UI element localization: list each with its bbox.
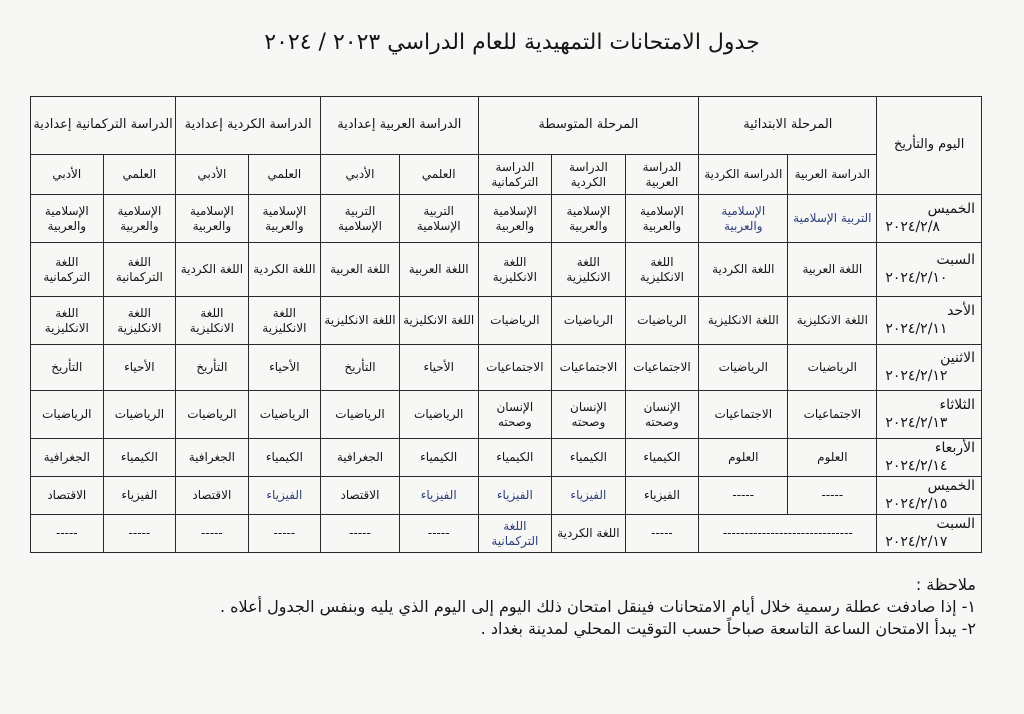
subheader-intermediate-arabic: الدراسة العربية bbox=[625, 155, 699, 195]
exam-subject-cell: الأحياء bbox=[399, 345, 478, 391]
header-primary: المرحلة الابتدائية bbox=[699, 97, 877, 155]
exam-subject-cell: الاجتماعيات bbox=[788, 391, 877, 439]
table-row bbox=[31, 515, 982, 553]
exam-subject-cell: الاقتصاد bbox=[176, 477, 249, 515]
table-row bbox=[31, 243, 982, 297]
subheader-primary-kurdish: الدراسة الكردية bbox=[699, 155, 788, 195]
exam-subject-cell: الاجتماعيات bbox=[478, 345, 552, 391]
day-name: الأحد bbox=[947, 303, 975, 319]
exam-subject-cell: الجغرافية bbox=[31, 439, 104, 477]
exam-subject-cell: الاقتصاد bbox=[321, 477, 400, 515]
exam-subject-cell: التأريخ bbox=[321, 345, 400, 391]
exam-subject-cell: اللغة الكردية bbox=[699, 243, 788, 297]
exam-subject-cell: الأحياء bbox=[248, 345, 321, 391]
exam-subject-cell: اللغة الانكليزية bbox=[321, 297, 400, 345]
exam-subject-cell: الرياضيات bbox=[31, 391, 104, 439]
exam-subject-cell: الإسلامية والعربية bbox=[176, 195, 249, 243]
exam-subject-cell: الكيمياء bbox=[625, 439, 699, 477]
notes-section bbox=[56, 574, 976, 640]
exam-subject-cell: الإسلامية والعربية bbox=[552, 195, 626, 243]
exam-subject-cell: الكيمياء bbox=[552, 439, 626, 477]
exam-subject-cell: اللغة الانكليزية bbox=[103, 297, 176, 345]
day-name: الخميس bbox=[927, 201, 975, 217]
exam-subject-cell: اللغة الانكليزية bbox=[625, 243, 699, 297]
header-day-date: اليوم والتأريخ bbox=[877, 97, 982, 195]
header-turkmen-prep: الدراسة التركمانية إعدادية bbox=[31, 97, 176, 155]
subheader-intermediate-turkmen: الدراسة التركمانية bbox=[478, 155, 552, 195]
exam-subject-cell: اللغة التركمانية bbox=[31, 243, 104, 297]
exam-subject-cell: الإسلامية والعربية bbox=[699, 195, 788, 243]
exam-subject-cell: ----- bbox=[31, 515, 104, 553]
exam-subject-cell: اللغة الانكليزية bbox=[248, 297, 321, 345]
table-row bbox=[31, 439, 982, 477]
exam-subject-cell: اللغة الانكليزية bbox=[699, 297, 788, 345]
exam-subject-cell: الجغرافية bbox=[321, 439, 400, 477]
exam-date: ٢٠٢٤/٢/١٢ bbox=[885, 367, 948, 384]
exam-subject-cell: الرياضيات bbox=[321, 391, 400, 439]
note-item: ٢- يبدأ الامتحان الساعة التاسعة صباحاً حسب التوقيت المحلي لمدينة بغداد . bbox=[480, 619, 976, 638]
exam-subject-cell: الفيزياء bbox=[248, 477, 321, 515]
exam-subject-cell: الرياضيات bbox=[699, 345, 788, 391]
subheader-turkmen-literary: الأدبي bbox=[31, 155, 104, 195]
subheader-intermediate-kurdish: الدراسة الكردية bbox=[552, 155, 626, 195]
exam-subject-cell: اللغة العربية bbox=[321, 243, 400, 297]
exam-subject-cell: الفيزياء bbox=[625, 477, 699, 515]
exam-date: ٢٠٢٤/٢/٨ bbox=[885, 218, 940, 235]
day-name: السبت bbox=[936, 516, 975, 532]
exam-subject-cell: الاجتماعيات bbox=[699, 391, 788, 439]
exam-schedule-table bbox=[30, 96, 982, 553]
day-date-cell bbox=[877, 243, 982, 297]
exam-subject-cell: ----- bbox=[321, 515, 400, 553]
exam-subject-cell: التربية الإسلامية bbox=[788, 195, 877, 243]
exam-date: ٢٠٢٤/٢/١٧ bbox=[885, 533, 948, 550]
exam-subject-cell: اللغة الكردية bbox=[176, 243, 249, 297]
exam-subject-cell: ----- bbox=[103, 515, 176, 553]
exam-subject-cell-merged: ------------------------------ bbox=[699, 515, 877, 553]
exam-subject-cell: اللغة الكردية bbox=[552, 515, 626, 553]
exam-subject-cell: اللغة الانكليزية bbox=[552, 243, 626, 297]
exam-subject-cell: الرياضيات bbox=[103, 391, 176, 439]
exam-subject-cell: الإسلامية والعربية bbox=[103, 195, 176, 243]
exam-subject-cell: العلوم bbox=[788, 439, 877, 477]
subheader-primary-arabic: الدراسة العربية bbox=[788, 155, 877, 195]
subheader-kurdish-literary: الأدبي bbox=[176, 155, 249, 195]
exam-subject-cell: اللغة الانكليزية bbox=[31, 297, 104, 345]
exam-subject-cell: اللغة العربية bbox=[399, 243, 478, 297]
exam-subject-cell: ----- bbox=[625, 515, 699, 553]
exam-subject-cell: اللغة الانكليزية bbox=[788, 297, 877, 345]
exam-subject-cell: الاجتماعيات bbox=[625, 345, 699, 391]
day-date-cell bbox=[877, 439, 982, 477]
exam-subject-cell: الكيمياء bbox=[103, 439, 176, 477]
exam-subject-cell: اللغة التركمانية bbox=[103, 243, 176, 297]
exam-subject-cell: الإسلامية والعربية bbox=[478, 195, 552, 243]
exam-subject-cell: الرياضيات bbox=[478, 297, 552, 345]
table-row bbox=[31, 391, 982, 439]
exam-subject-cell: الإسلامية والعربية bbox=[31, 195, 104, 243]
note-item: ١- إذا صادفت عطلة رسمية خلال أيام الامتحانات فينقل امتحان ذلك اليوم إلى اليوم الذي يليه وبنفس الجدول أعلاه . bbox=[220, 597, 976, 616]
day-date-cell bbox=[877, 391, 982, 439]
day-date-cell bbox=[877, 297, 982, 345]
header-kurdish-prep: الدراسة الكردية إعدادية bbox=[176, 97, 321, 155]
exam-date: ٢٠٢٤/٢/١٣ bbox=[885, 414, 948, 431]
exam-subject-cell: الفيزياء bbox=[399, 477, 478, 515]
exam-subject-cell: ----- bbox=[248, 515, 321, 553]
exam-subject-cell: ----- bbox=[176, 515, 249, 553]
exam-subject-cell: التربية الإسلامية bbox=[321, 195, 400, 243]
page-title: جدول الامتحانات التمهيدية للعام الدراسي ٢٠٢٣ / ٢٠٢٤ bbox=[264, 30, 760, 55]
exam-date: ٢٠٢٤/٢/١٠ bbox=[885, 269, 948, 286]
exam-subject-cell: الإنسان وصحته bbox=[625, 391, 699, 439]
exam-subject-cell: اللغة الانكليزية bbox=[176, 297, 249, 345]
exam-subject-cell: الرياضيات bbox=[248, 391, 321, 439]
exam-date: ٢٠٢٤/٢/١١ bbox=[885, 320, 948, 337]
exam-subject-cell: الرياضيات bbox=[176, 391, 249, 439]
exam-subject-cell: التربية الإسلامية bbox=[399, 195, 478, 243]
day-name: الخميس bbox=[927, 478, 975, 494]
day-name: السبت bbox=[936, 252, 975, 268]
exam-subject-cell: ----- bbox=[699, 477, 788, 515]
day-name: الثلاثاء bbox=[939, 397, 975, 413]
exam-subject-cell: العلوم bbox=[699, 439, 788, 477]
day-date-cell bbox=[877, 195, 982, 243]
day-date-cell bbox=[877, 345, 982, 391]
day-date-cell bbox=[877, 515, 982, 553]
exam-subject-cell: الفيزياء bbox=[103, 477, 176, 515]
header-intermediate: المرحلة المتوسطة bbox=[478, 97, 699, 155]
day-date-cell bbox=[877, 477, 982, 515]
subheader-turkmen-scientific: العلمي bbox=[103, 155, 176, 195]
exam-subject-cell: اللغة العربية bbox=[788, 243, 877, 297]
exam-subject-cell: الرياضيات bbox=[399, 391, 478, 439]
exam-subject-cell: الرياضيات bbox=[625, 297, 699, 345]
subheader-arabic-scientific: العلمي bbox=[399, 155, 478, 195]
exam-subject-cell: الاقتصاد bbox=[31, 477, 104, 515]
exam-subject-cell: الإسلامية والعربية bbox=[625, 195, 699, 243]
exam-subject-cell: الفيزياء bbox=[478, 477, 552, 515]
exam-subject-cell: الفيزياء bbox=[552, 477, 626, 515]
table-row bbox=[31, 297, 982, 345]
exam-subject-cell: الاجتماعيات bbox=[552, 345, 626, 391]
exam-subject-cell: الإنسان وصحته bbox=[478, 391, 552, 439]
exam-subject-cell: اللغة الكردية bbox=[248, 243, 321, 297]
day-name: الأربعاء bbox=[934, 440, 975, 456]
subheader-kurdish-scientific: العلمي bbox=[248, 155, 321, 195]
table-row bbox=[31, 345, 982, 391]
exam-subject-cell: الكيمياء bbox=[248, 439, 321, 477]
exam-subject-cell: اللغة الانكليزية bbox=[399, 297, 478, 345]
exam-subject-cell: الأحياء bbox=[103, 345, 176, 391]
notes-heading: ملاحظة : bbox=[915, 575, 976, 594]
day-name: الاثنين bbox=[940, 350, 975, 366]
exam-subject-cell: الرياضيات bbox=[788, 345, 877, 391]
exam-subject-cell: الرياضيات bbox=[552, 297, 626, 345]
exam-subject-cell: الإنسان وصحته bbox=[552, 391, 626, 439]
exam-subject-cell: الكيمياء bbox=[399, 439, 478, 477]
exam-date: ٢٠٢٤/٢/١٤ bbox=[885, 457, 948, 474]
exam-subject-cell: ----- bbox=[399, 515, 478, 553]
exam-subject-cell: اللغة التركمانية bbox=[478, 515, 552, 553]
exam-subject-cell: ----- bbox=[788, 477, 877, 515]
exam-date: ٢٠٢٤/٢/١٥ bbox=[885, 495, 948, 512]
exam-subject-cell: الإسلامية والعربية bbox=[248, 195, 321, 243]
subheader-arabic-literary: الأدبي bbox=[321, 155, 400, 195]
exam-subject-cell: اللغة الانكليزية bbox=[478, 243, 552, 297]
exam-subject-cell: الكيمياء bbox=[478, 439, 552, 477]
exam-subject-cell: التأريخ bbox=[176, 345, 249, 391]
exam-subject-cell: الجغرافية bbox=[176, 439, 249, 477]
table-row bbox=[31, 195, 982, 243]
exam-subject-cell: التأريخ bbox=[31, 345, 104, 391]
table-row bbox=[31, 477, 982, 515]
header-arabic-prep: الدراسة العربية إعدادية bbox=[321, 97, 478, 155]
